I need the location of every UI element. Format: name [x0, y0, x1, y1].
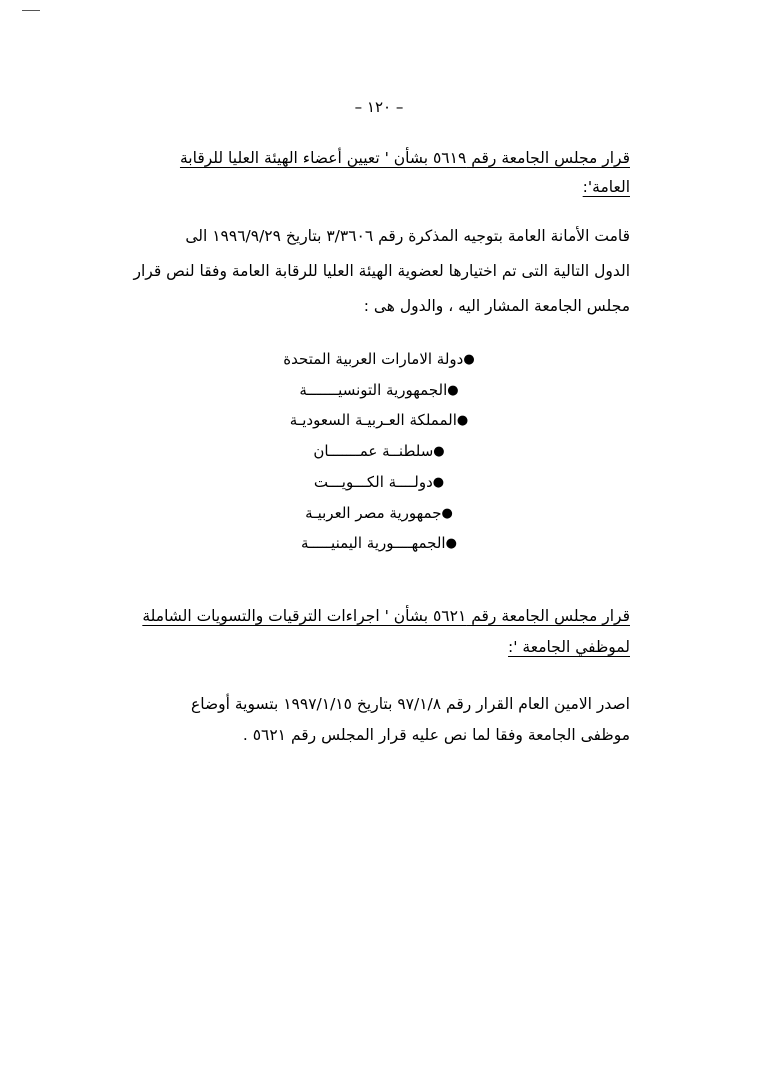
section1-paragraph-line-2: الدول التالية التى تم اختيارها لعضوية الهيئة العليا للرقابة العامة وفقا لنص قرار: [133, 261, 630, 280]
list-item: [128, 467, 630, 498]
section1-paragraph-line-3: مجلس الجامعة المشار اليه ، والدول هى :: [363, 296, 630, 315]
country-label: دولة الامارات العربية المتحدة: [283, 349, 464, 368]
bullet-icon: ●: [463, 351, 475, 367]
list-item: [128, 344, 630, 375]
country-label: الجمهورية التونسيـــــــة: [299, 380, 448, 399]
country-label: الجمهــــورية اليمنيـــــة: [301, 534, 446, 553]
corner-scan-mark: [22, 10, 40, 11]
bullet-icon: ●: [432, 474, 445, 490]
country-list: [128, 344, 630, 559]
country-label: المملكة العـربيـة السعوديـة: [289, 411, 457, 430]
section1-paragraph-line-1: قامت الأمانة العامة بتوجيه المذكرة رقم ٣/٣٦٠٦ بتاريخ ١٩٩٦/٩/٢٩ الى: [185, 226, 630, 245]
bullet-icon: ●: [447, 382, 459, 398]
list-item: [128, 498, 630, 529]
section1-heading: قرار مجلس الجامعة رقم ٥٦١٩ بشأن ' تعيين أعضاء الهيئة العليا للرقابة العامة':: [179, 149, 630, 197]
bullet-icon: ●: [441, 505, 453, 521]
section2-paragraph-line-1: اصدر الامين العام القرار رقم ٩٧/١/٨ بتاريخ ١٩٩٧/١/١٥ بتسوية أوضاع: [191, 695, 630, 714]
list-item: [128, 436, 630, 467]
list-item: [128, 528, 630, 559]
bullet-icon: ●: [456, 413, 469, 429]
page-number: – ١٢٠ –: [354, 98, 404, 116]
country-label: جمهورية مصر العربيـة: [305, 503, 442, 522]
page-content: [128, 98, 630, 755]
country-label: سلطنــة عمـــــــان: [313, 442, 434, 461]
country-label: دولــــة الكـــويـــت: [313, 472, 433, 491]
section2-heading-line-2: لموظفي الجامعة ':: [508, 638, 630, 657]
list-item: [128, 375, 630, 406]
list-item: [128, 405, 630, 436]
section2-heading-line-1: قرار مجلس الجامعة رقم ٥٦٢١ بشأن ' اجراءات الترقيات والتسويات الشاملة: [142, 607, 630, 626]
section2-paragraph-line-2: موظفى الجامعة وفقا لما نص عليه قرار المجلس رقم ٥٦٢١ .: [242, 726, 630, 745]
bullet-icon: ●: [445, 536, 457, 552]
bullet-icon: ●: [433, 444, 445, 460]
